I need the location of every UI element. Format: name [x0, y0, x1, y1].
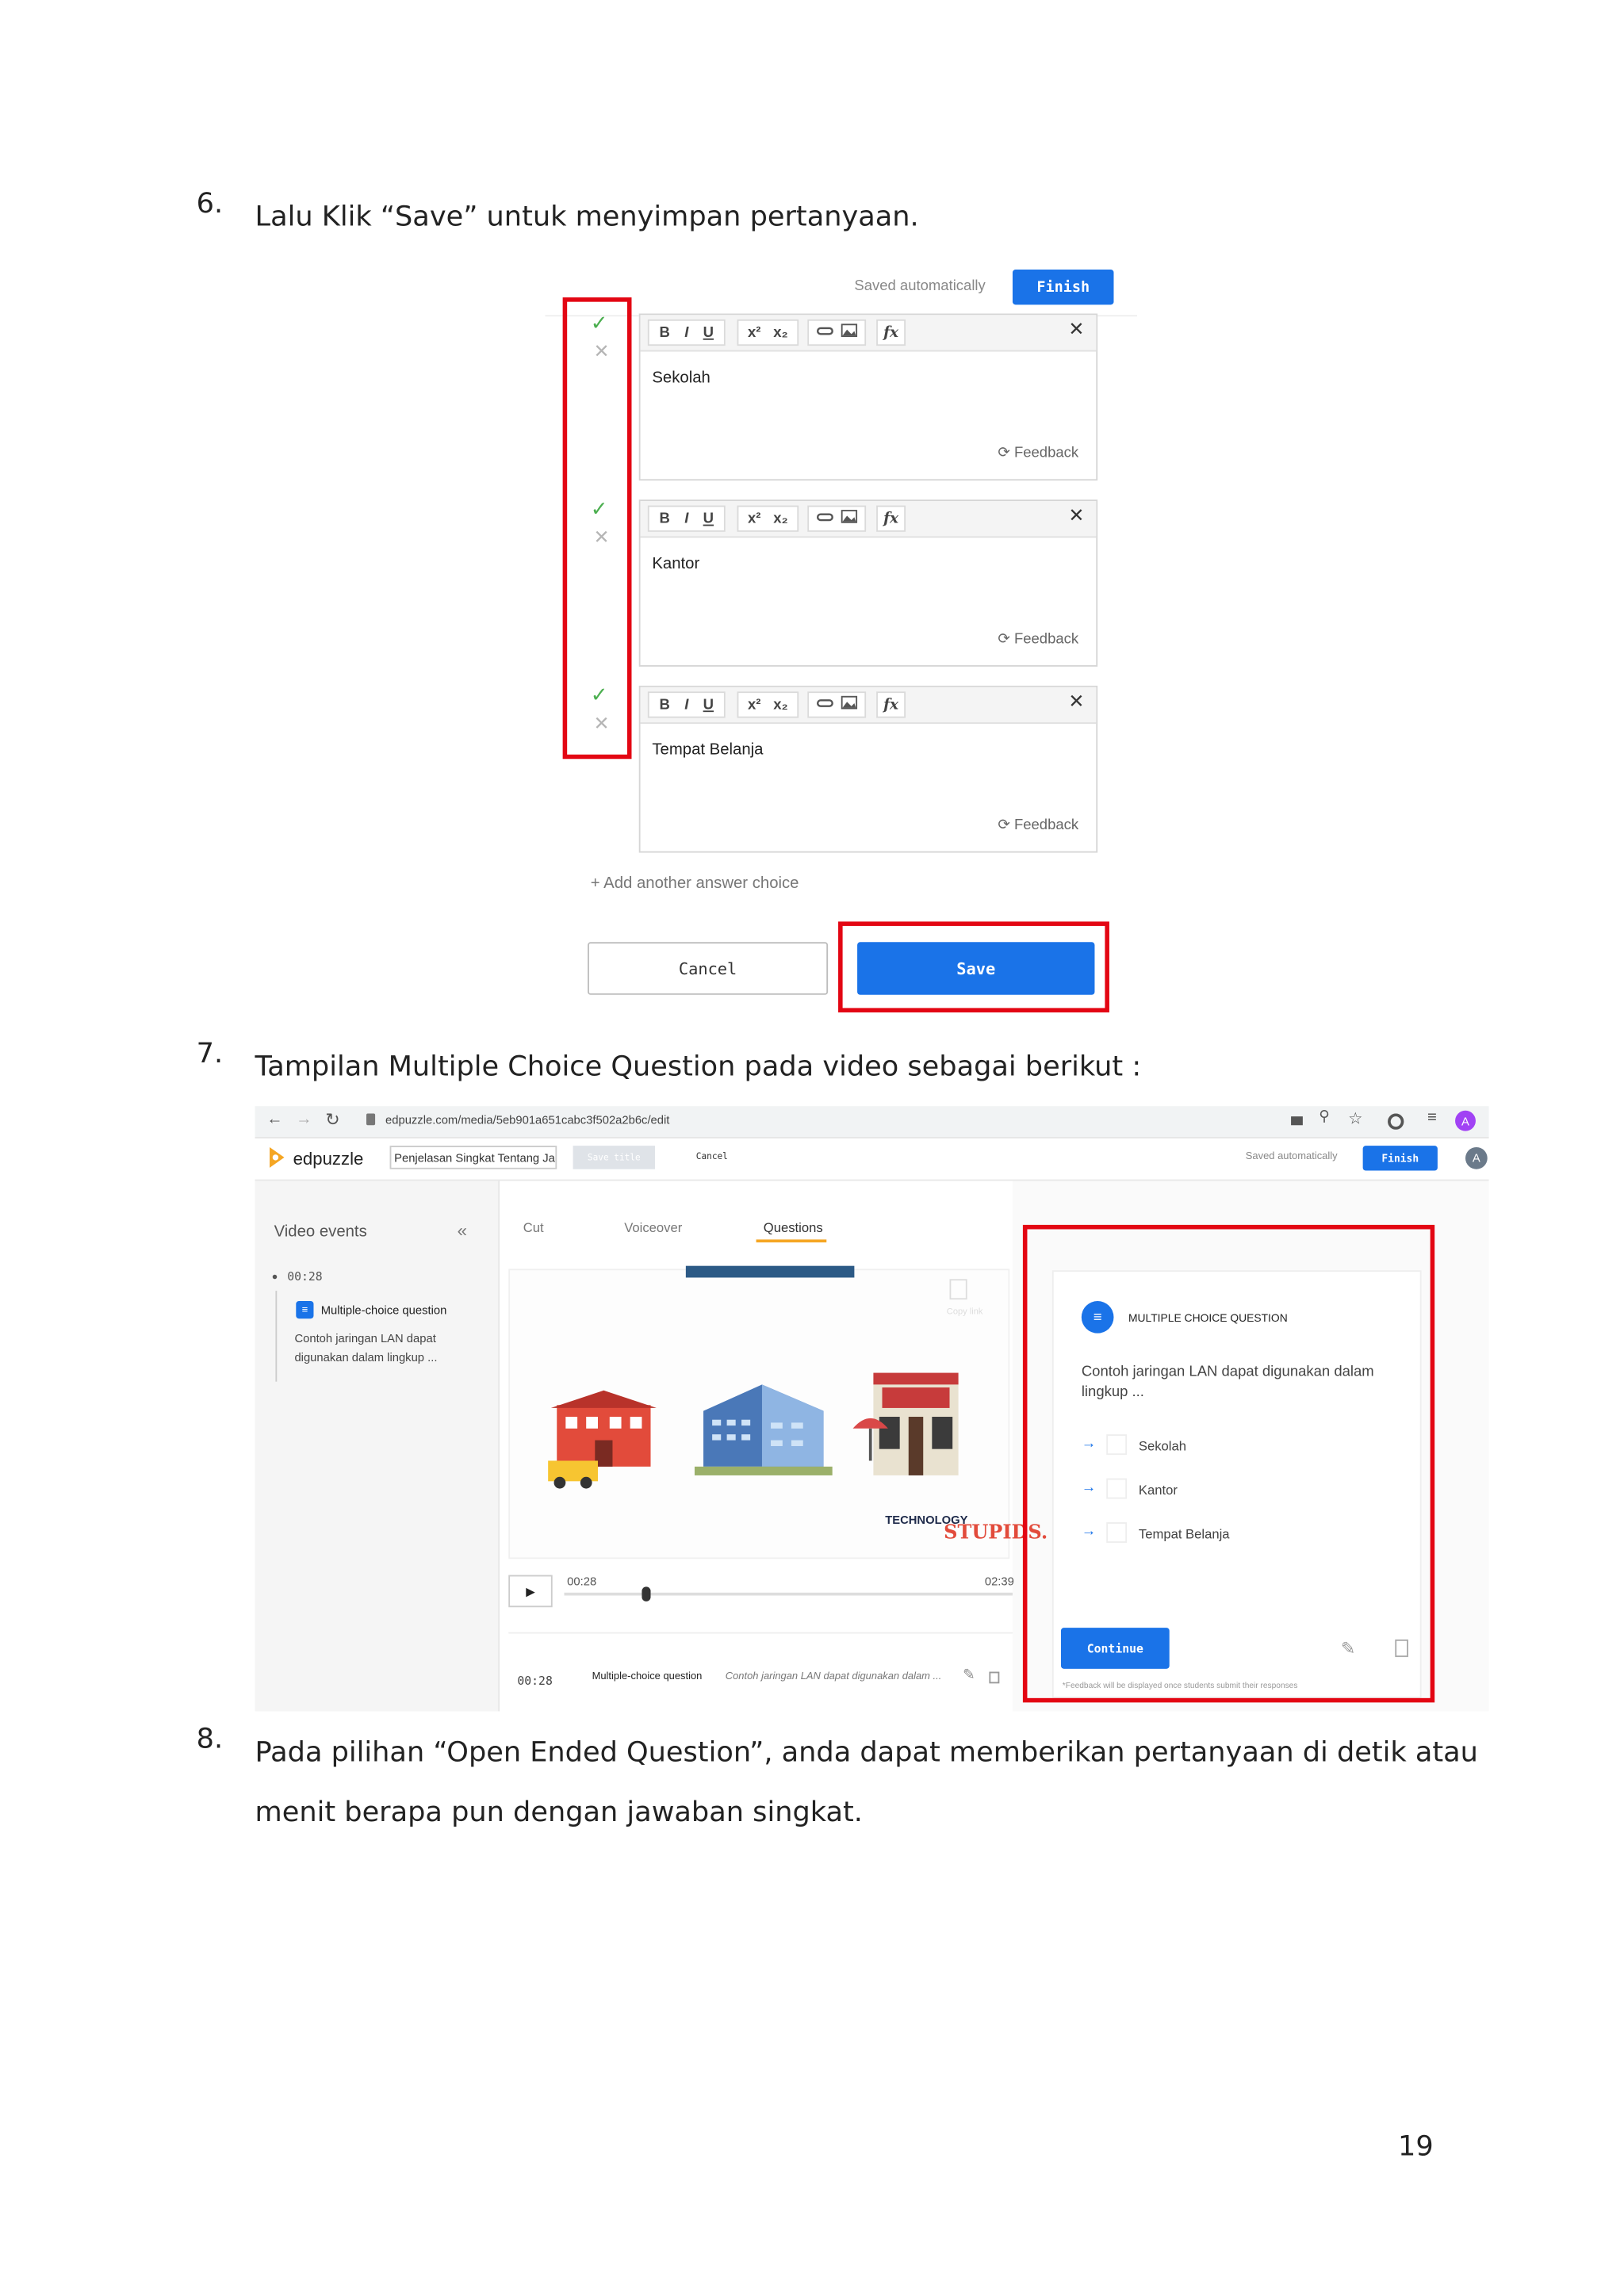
- camera-icon[interactable]: [1291, 1116, 1303, 1125]
- correct-check-icon[interactable]: ✓: [590, 683, 608, 706]
- title-input[interactable]: Penjelasan Singkat Tentang Ja: [390, 1146, 557, 1169]
- mcq-question-line1: Contoh jaringan LAN dapat digunakan dalam: [1081, 1364, 1374, 1380]
- format-group: [648, 320, 726, 346]
- italic-button[interactable]: I: [684, 696, 689, 714]
- row-title[interactable]: Multiple-choice question: [592, 1671, 703, 1682]
- lock-icon: [366, 1113, 375, 1125]
- logo-stupid: STUPIDS.: [944, 1522, 1048, 1544]
- italic-button[interactable]: I: [684, 511, 689, 527]
- arrow-right-icon: →: [1081, 1479, 1097, 1496]
- step-7-number: 7.: [196, 1037, 224, 1070]
- underline-button[interactable]: U: [703, 324, 714, 341]
- forward-icon[interactable]: →: [296, 1110, 312, 1128]
- copy-icon[interactable]: [950, 1279, 967, 1299]
- list-icon: ≡: [296, 1301, 313, 1318]
- video-events-sidebar: [255, 1181, 500, 1711]
- mcq-option[interactable]: Tempat Belanja: [1138, 1526, 1230, 1542]
- saved-status: Saved automatically: [1245, 1151, 1338, 1162]
- play-icon[interactable]: ▶: [508, 1575, 552, 1608]
- answer-editor[interactable]: [639, 499, 1097, 667]
- answer-editor[interactable]: [639, 313, 1097, 480]
- close-icon[interactable]: ✕: [1068, 503, 1085, 526]
- image-icon[interactable]: [841, 696, 857, 714]
- subscript-button[interactable]: x₂: [773, 324, 788, 341]
- step-8-number: 8.: [196, 1723, 224, 1755]
- tab-voiceover[interactable]: Voiceover: [624, 1220, 683, 1235]
- trash-icon[interactable]: [989, 1672, 999, 1684]
- insert-group: [807, 691, 866, 718]
- bold-button[interactable]: B: [659, 696, 670, 714]
- format-group: [648, 506, 726, 532]
- link-icon[interactable]: [816, 324, 833, 340]
- logo-technology: TECHNOLOGY: [885, 1513, 968, 1527]
- progress-track[interactable]: [564, 1593, 1012, 1596]
- feedback-label: Feedback: [1013, 631, 1079, 648]
- sidebar-heading: Video events: [274, 1223, 367, 1242]
- mcq-option[interactable]: Sekolah: [1138, 1438, 1187, 1454]
- zoom-icon[interactable]: ⚲: [1319, 1108, 1330, 1126]
- step-7-text: Tampilan Multiple Choice Question pada video sebagai berikut :: [255, 1050, 1142, 1083]
- edit-icon[interactable]: ✎: [1340, 1638, 1356, 1659]
- copy-link[interactable]: Copy link: [946, 1308, 983, 1318]
- school-illustration: [545, 1391, 662, 1493]
- office-illustration: [695, 1379, 833, 1475]
- save-button[interactable]: Save: [857, 942, 1094, 995]
- insert-group: [807, 506, 866, 532]
- cancel-link[interactable]: Cancel: [695, 1151, 728, 1162]
- underline-button[interactable]: U: [703, 696, 714, 714]
- save-title-button[interactable]: Save title: [573, 1146, 655, 1169]
- feedback-label: Feedback: [1013, 817, 1079, 834]
- finish-button[interactable]: Finish: [1013, 270, 1114, 304]
- video-heading-strip: [686, 1266, 855, 1278]
- playlist-icon[interactable]: ≡: [1427, 1108, 1437, 1127]
- italic-button[interactable]: I: [684, 324, 689, 341]
- feedback-link[interactable]: [998, 631, 1078, 647]
- edpuzzle-logo-icon: [266, 1146, 287, 1169]
- list-icon: ≡: [1082, 1301, 1114, 1334]
- link-icon[interactable]: [816, 697, 833, 713]
- saved-status: Saved automatically: [854, 278, 986, 295]
- incorrect-x-icon[interactable]: ✕: [593, 339, 610, 362]
- event-desc-line1: Contoh jaringan LAN dapat: [294, 1331, 436, 1345]
- user-avatar[interactable]: A: [1465, 1147, 1488, 1169]
- star-icon[interactable]: ☆: [1348, 1110, 1363, 1128]
- step-8-text-line2: menit berapa pun dengan jawaban singkat.: [255, 1796, 863, 1829]
- mcq-question-line2: lingkup ...: [1081, 1384, 1144, 1401]
- highlight-box-markers: [563, 297, 632, 759]
- refresh-icon: ⟳: [998, 631, 1014, 648]
- bullet-icon: [273, 1275, 278, 1280]
- image-icon[interactable]: [841, 323, 857, 341]
- edit-icon[interactable]: ✎: [963, 1667, 975, 1684]
- answer-text[interactable]: Tempat Belanja: [652, 741, 764, 760]
- reload-icon[interactable]: ↻: [325, 1108, 340, 1130]
- answer-text[interactable]: Sekolah: [652, 369, 710, 387]
- video-frame[interactable]: [508, 1269, 1048, 1559]
- subscript-button[interactable]: x₂: [773, 511, 788, 527]
- arrow-right-icon: →: [1081, 1436, 1097, 1452]
- cancel-button[interactable]: Cancel: [588, 942, 828, 995]
- event-desc-line2: digunakan dalam lingkup ...: [294, 1350, 438, 1364]
- finish-button[interactable]: Finish: [1363, 1146, 1438, 1170]
- highlight-box-mcq: [1023, 1225, 1434, 1702]
- row-time: 00:28: [517, 1674, 553, 1688]
- correct-check-icon[interactable]: ✓: [590, 310, 608, 335]
- image-icon[interactable]: [841, 510, 857, 527]
- answer-text[interactable]: Kantor: [652, 555, 700, 573]
- url-text[interactable]: edpuzzle.com/media/5eb901a651cabc3f502a2b6c/edit: [385, 1113, 670, 1127]
- back-icon[interactable]: ←: [266, 1110, 283, 1128]
- end-time: 02:39: [984, 1575, 1014, 1589]
- superscript-button[interactable]: x²: [747, 696, 761, 714]
- editor-toolbar: [641, 315, 1097, 351]
- highlight-box-save: [838, 921, 1109, 1012]
- event-title[interactable]: Multiple-choice question: [320, 1303, 447, 1318]
- event-time: 00:28: [287, 1270, 323, 1284]
- divider: [508, 1632, 1013, 1634]
- mcq-header: MULTIPLE CHOICE QUESTION: [1128, 1311, 1288, 1325]
- arrow-right-icon: →: [1081, 1523, 1097, 1540]
- shop-illustration: [853, 1364, 962, 1481]
- mcq-option[interactable]: Kantor: [1138, 1483, 1178, 1498]
- step-6-number: 6.: [196, 187, 224, 220]
- video-editor-area: [500, 1181, 1048, 1711]
- step-8-text-line1: Pada pilihan “Open Ended Question”, anda dapat memberikan pertanyaan di detik atau: [255, 1735, 1478, 1769]
- formula-button[interactable]: fx: [876, 506, 906, 532]
- script-group: [737, 320, 799, 346]
- extension-icon[interactable]: [1388, 1113, 1404, 1129]
- script-group: [737, 691, 799, 718]
- incorrect-x-icon[interactable]: ✕: [593, 712, 610, 734]
- page-number: 19: [1397, 2130, 1434, 2163]
- row-desc: Contoh jaringan LAN dapat digunakan dalam ...: [725, 1671, 942, 1682]
- editor-topbar: [545, 256, 1137, 316]
- feedback-link[interactable]: [998, 817, 1078, 833]
- feedback-link[interactable]: [998, 446, 1078, 461]
- step-6-text: Lalu Klik “Save” untuk menyimpan pertanyaan.: [255, 201, 919, 233]
- tab-cut[interactable]: Cut: [523, 1220, 544, 1235]
- superscript-button[interactable]: x²: [747, 324, 761, 341]
- active-tab-underline: [756, 1239, 827, 1242]
- script-group: [737, 506, 799, 532]
- refresh-icon: ⟳: [998, 445, 1014, 462]
- add-answer-link[interactable]: + Add another answer choice: [590, 874, 799, 893]
- feedback-label: Feedback: [1013, 445, 1079, 462]
- refresh-icon: ⟳: [998, 817, 1014, 834]
- brand-name[interactable]: edpuzzle: [293, 1148, 364, 1169]
- app-header: [255, 1138, 1489, 1181]
- formula-button[interactable]: fx: [876, 320, 906, 346]
- tab-questions[interactable]: Questions: [763, 1220, 823, 1235]
- link-icon[interactable]: [816, 511, 833, 526]
- bold-button[interactable]: B: [659, 324, 670, 341]
- close-icon[interactable]: ✕: [1068, 690, 1085, 713]
- insert-group: [807, 320, 866, 346]
- bold-button[interactable]: B: [659, 511, 670, 527]
- progress-handle[interactable]: [642, 1586, 650, 1601]
- editor-toolbar: [641, 687, 1097, 724]
- format-group: [648, 691, 726, 718]
- timeline-line: [275, 1291, 277, 1382]
- collapse-icon[interactable]: «: [457, 1220, 467, 1242]
- close-icon[interactable]: ✕: [1068, 318, 1085, 340]
- incorrect-x-icon[interactable]: ✕: [593, 526, 610, 549]
- current-time: 00:28: [567, 1575, 597, 1589]
- answer-editor[interactable]: [639, 686, 1097, 853]
- subscript-button[interactable]: x₂: [773, 696, 788, 714]
- address-bar: [255, 1106, 1489, 1138]
- superscript-button[interactable]: x²: [747, 511, 761, 527]
- mcq-footnote: *Feedback will be displayed once students submit their responses: [1062, 1682, 1298, 1691]
- editor-toolbar: [641, 501, 1097, 538]
- correct-check-icon[interactable]: ✓: [590, 496, 608, 521]
- continue-button[interactable]: Continue: [1061, 1628, 1170, 1669]
- underline-button[interactable]: U: [703, 511, 714, 527]
- formula-button[interactable]: fx: [876, 691, 906, 718]
- profile-avatar[interactable]: A: [1455, 1111, 1476, 1131]
